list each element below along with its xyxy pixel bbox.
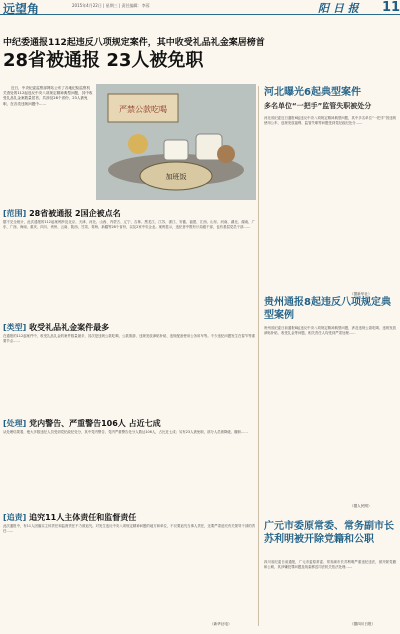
photo-plate: 加班饭 [165, 173, 187, 181]
byline: （新华社电） [210, 622, 232, 626]
section-title-type: [类型] 收受礼品礼金案件最多 [3, 323, 110, 332]
page-number: 11 [382, 0, 400, 15]
section-title-scope: [范围] 28省被通报 2国企被点名 [3, 209, 121, 218]
story-byline-guangyuan: （据四川日报） [350, 622, 376, 626]
section-name: 远望角 [3, 2, 40, 16]
section-body-penalty: 从处理结果看，绝大多数违纪人员受到党纪政纪处分，其中党内警告、党内严重警告处分人数达106人，占比近七成；另有23人被免职，部分人员被降级、撤职…… [3, 430, 248, 434]
story-byline-hebei: （据新华社） [350, 292, 372, 296]
cartoon-illustration [96, 84, 256, 200]
section-body-accountability: 此次通报中，有11人因落实主体责任和监督责任不力被追究。对发生违反中央八项规定精神问题的地方和单位，不仅要追究当事人责任，还要严肃追究有关领导干部的责任…… [3, 524, 255, 534]
photo-sign: 严禁公款吃喝 [119, 105, 167, 114]
section-body-type: 在通报的112起案件中，收受礼品礼金的案件数量最多，其次是违规公款吃喝、公款旅游、违规发放津贴补贴、违规配备使用公务用车等。不少违纪问题发生在春节等重要节点…… [3, 334, 255, 344]
kicker: 中纪委通报112起违反八项规定案件，其中收受礼品礼金案居榜首 [3, 38, 265, 48]
story-body-guangyuan: 四川省纪委日前通报，广元市委原常委、常务副市长苏利明严重违纪违法，被开除党籍和公职，其涉嫌犯罪问题及线索移送司法机关依法处理…… [264, 560, 396, 570]
story-body-guizhou: 贵州省纪委日前通报8起违反中央八项规定精神典型问题，涉及违规公款吃喝、违规发放津贴补贴、收受礼金等问题，相关责任人均受到严肃处理…… [264, 326, 396, 336]
date-info: 2015年4月22日 | 星期三 | 责任编辑：李蓉 [72, 3, 150, 8]
story-byline-guizhou: （据人民网） [350, 504, 372, 508]
story-title-guangyuan: 广元市委原常委、常务副市长苏利明被开除党籍和公职 [264, 521, 394, 545]
story-subtitle-hebei: 多名单位“一把手”监管失职被处分 [264, 102, 372, 110]
column-divider [258, 86, 259, 626]
headline: 28省被通报 23人被免职 [3, 50, 204, 71]
section-body-scope: 据不完全统计，此次通报的112起案例涉及北京、天津、河北、山西、内蒙古、辽宁、吉林、黑龙江、江苏、浙江、安徽、福建、江西、山东、河南、湖北、湖南、广东、广西、海南、重庆、四川、贵州、云南、陕西、甘肃、青海、新疆等28个省份，以及2家中央企业。案例显示，违纪者中既有厅局级干部，也有基层党员干部…… [3, 220, 255, 230]
lead-paragraph: 近日，中央纪委监察部网站公布了各地纪检监察机关查处的112起违反中央八项规定精神典型问题，其中收受礼品礼金案数量居首，共涉及28个省份，23人被免职，在各类违规问题中…… [3, 86, 93, 106]
story-title-guizhou: 贵州通报8起违反八项规定典型案例 [264, 297, 391, 321]
story-title-hebei: 河北曝光6起典型案件 [264, 87, 361, 98]
section-title-accountability: [追责] 追究11人主体责任和监督责任 [3, 513, 137, 522]
story-body-hebei: 河北省纪委近日通报6起违反中央八项规定精神典型问题，其中多名单位“一把手”因违规使用公车、违规发放福利、监管失职等问题受到党纪政纪处分…… [264, 116, 396, 126]
section-title-penalty: [处理] 党内警告、严重警告106人 占近七成 [3, 419, 161, 428]
paper-name: 阳 日 报 [318, 2, 359, 15]
